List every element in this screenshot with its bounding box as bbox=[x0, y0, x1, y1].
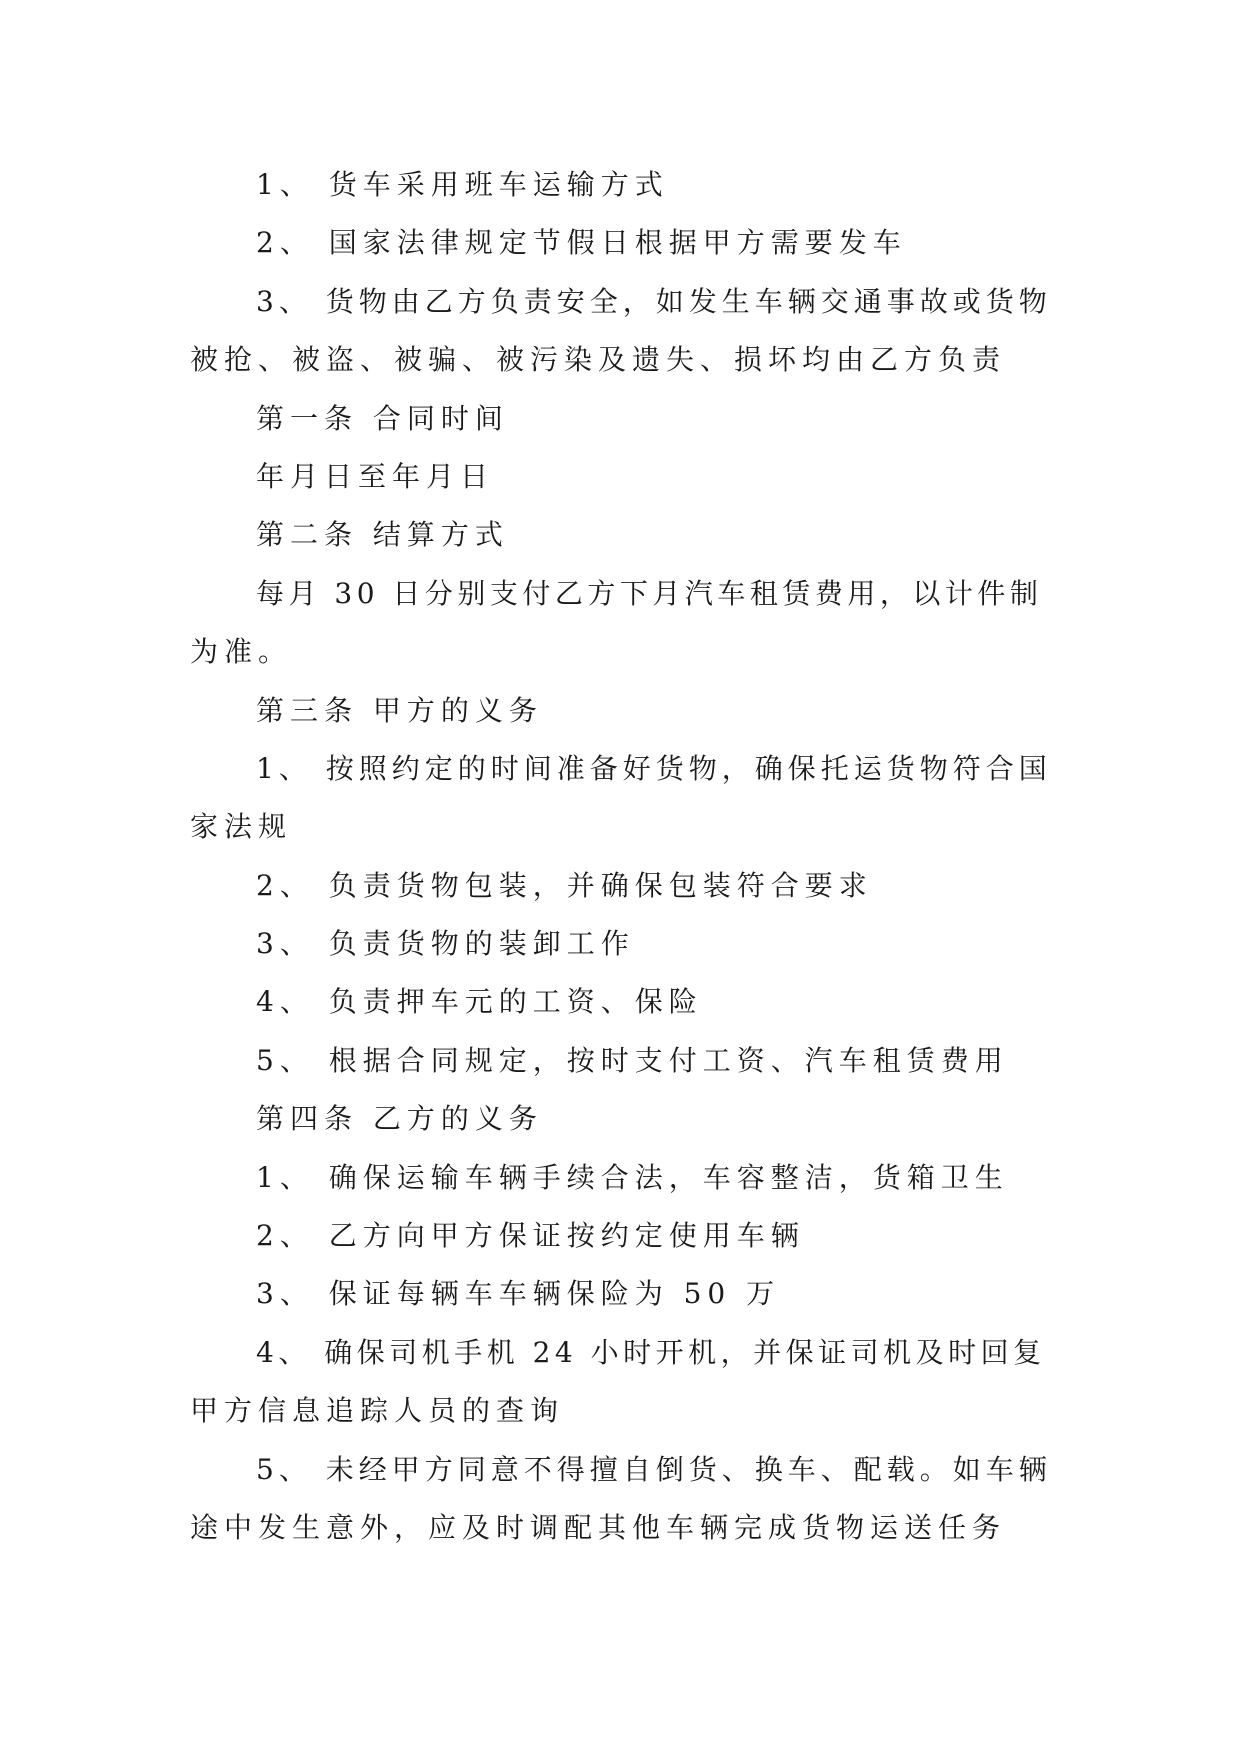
paragraph-line: 2、 乙方向甲方保证按约定使用车辆 bbox=[256, 1219, 805, 1253]
paragraph-continuation-line: 途中发生意外，应及时调配其他车辆完成货物运送任务 bbox=[190, 1510, 1007, 1544]
paragraph-line: 2、 负责货物包装，并确保包装符合要求 bbox=[256, 868, 873, 902]
paragraph-line: 3、 货物由乙方负责安全，如发生车辆交通事故或货物 bbox=[256, 284, 1052, 318]
paragraph-line: 4、 确保司机手机 24 小时开机，并保证司机及时回复 bbox=[256, 1335, 1046, 1369]
paragraph-line: 5、 未经甲方同意不得擅自倒货、换车、配载。如车辆 bbox=[256, 1452, 1052, 1486]
paragraph-line: 3、 保证每辆车车辆保险为 50 万 bbox=[256, 1277, 781, 1311]
paragraph-line: 年月日至年月日 bbox=[256, 459, 495, 493]
paragraph-line: 1、 按照约定的时间准备好货物，确保托运货物符合国 bbox=[256, 751, 1052, 785]
paragraph-line: 4、 负责押车元的工资、保险 bbox=[256, 985, 703, 1019]
paragraph-continuation-line: 被抢、被盗、被骗、被污染及遗失、损坏均由乙方负责 bbox=[190, 343, 1007, 377]
paragraph-line: 3、 负责货物的装卸工作 bbox=[256, 927, 635, 961]
document-page bbox=[190, 156, 1053, 1557]
paragraph-continuation-line: 家法规 bbox=[190, 810, 293, 844]
paragraph-line: 5、 根据合同规定，按时支付工资、汽车租赁费用 bbox=[256, 1043, 1009, 1077]
article-heading: 第二条 结算方式 bbox=[256, 518, 509, 552]
article-heading: 第四条 乙方的义务 bbox=[256, 1102, 543, 1136]
article-heading: 第一条 合同时间 bbox=[256, 401, 509, 435]
paragraph-continuation-line: 为准。 bbox=[190, 635, 293, 669]
paragraph-line: 1、 确保运输车辆手续合法，车容整洁，货箱卫生 bbox=[256, 1160, 1009, 1194]
paragraph-line: 2、 国家法律规定节假日根据甲方需要发车 bbox=[256, 226, 907, 260]
article-heading: 第三条 甲方的义务 bbox=[256, 693, 543, 727]
paragraph-line: 每月 30 日分别支付乙方下月汽车租赁费用，以计件制 bbox=[256, 576, 1043, 610]
paragraph-continuation-line: 甲方信息追踪人员的查询 bbox=[190, 1394, 565, 1428]
paragraph-line: 1、 货车采用班车运输方式 bbox=[256, 168, 669, 201]
